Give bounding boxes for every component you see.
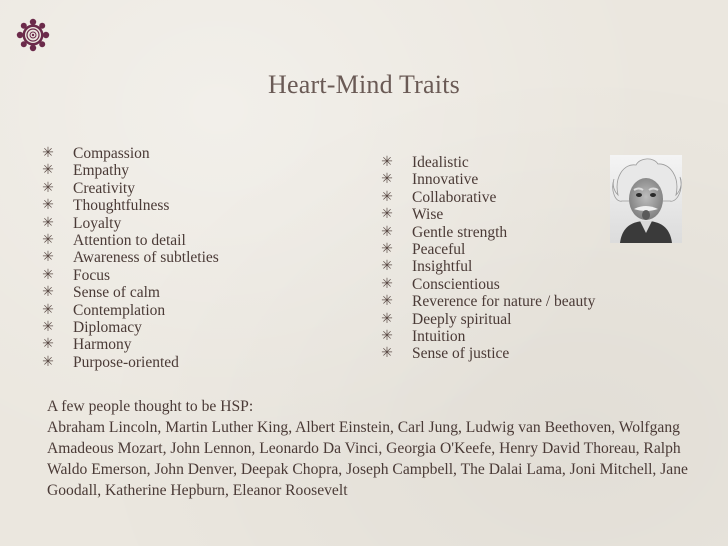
einstein-photo <box>610 155 682 243</box>
trait-label: Diplomacy <box>73 318 142 336</box>
trait-label: Insightful <box>412 258 473 276</box>
list-item <box>41 267 219 284</box>
list-item <box>41 197 219 214</box>
asterisk-bullet-icon: ✳ <box>381 155 393 170</box>
list-item <box>380 276 595 293</box>
trait-label: Conscientious <box>412 275 500 293</box>
list-item <box>41 215 219 232</box>
list-item <box>380 293 595 310</box>
trait-label: Intuition <box>412 327 466 345</box>
list-item <box>380 328 595 345</box>
trait-label: Awareness of subtleties <box>73 249 219 267</box>
trait-label: Harmony <box>73 336 132 354</box>
trait-label: Focus <box>73 266 111 284</box>
list-item <box>41 162 219 179</box>
trait-label: Wise <box>412 206 444 224</box>
list-item <box>380 224 595 241</box>
asterisk-bullet-icon: ✳ <box>381 172 393 188</box>
list-item <box>380 189 595 206</box>
list-item <box>380 345 595 362</box>
asterisk-bullet-icon: ✳ <box>381 346 393 362</box>
trait-label: Thoughtfulness <box>73 197 170 215</box>
trait-label: Peaceful <box>412 240 466 258</box>
asterisk-bullet-icon: ✳ <box>42 267 54 283</box>
list-item <box>41 319 219 336</box>
asterisk-bullet-icon: ✳ <box>42 215 54 231</box>
list-item <box>41 302 219 319</box>
asterisk-bullet-icon: ✳ <box>381 276 393 292</box>
trait-label: Idealistic <box>412 154 469 171</box>
asterisk-bullet-icon: ✳ <box>381 207 393 223</box>
asterisk-bullet-icon: ✳ <box>42 319 54 335</box>
right-trait-list <box>380 154 595 363</box>
asterisk-bullet-icon: ✳ <box>42 354 54 370</box>
list-item <box>380 311 595 328</box>
asterisk-bullet-icon: ✳ <box>381 328 393 344</box>
hsp-heading: A few people thought to be HSP: <box>47 398 254 415</box>
trait-label: Reverence for nature / beauty <box>412 293 596 311</box>
asterisk-bullet-icon: ✳ <box>381 189 393 205</box>
list-item <box>380 206 595 223</box>
asterisk-bullet-icon: ✳ <box>42 250 54 266</box>
trait-label: Innovative <box>412 171 479 189</box>
trait-label: Sense of justice <box>412 345 510 363</box>
list-item <box>41 354 219 371</box>
list-item <box>41 284 219 301</box>
asterisk-bullet-icon: ✳ <box>42 198 54 214</box>
asterisk-bullet-icon: ✳ <box>42 232 54 248</box>
trait-label: Purpose-oriented <box>73 353 179 371</box>
trait-label: Empathy <box>73 162 129 180</box>
asterisk-bullet-icon: ✳ <box>381 259 393 275</box>
asterisk-bullet-icon: ✳ <box>42 337 54 353</box>
slide-title: Heart-Mind Traits <box>268 70 460 99</box>
trait-label: Collaborative <box>412 188 497 206</box>
asterisk-bullet-icon: ✳ <box>42 163 54 179</box>
trait-label: Compassion <box>73 145 150 162</box>
list-item <box>380 241 595 258</box>
list-item <box>380 154 595 171</box>
mandala-logo-icon <box>16 18 50 52</box>
hsp-names: Abraham Lincoln, Martin Luther King, Albert Einstein, Carl Jung, Ludwig van Beethoven, Wolfgang Amadeous Mozart, John Lennon, Leonardo Da Vinci, Georgia O'Keefe, Henry David Thoreau, Ralph Waldo Emerson, John Denver, Deepak Chopra, Joseph Campbell, The Dalai Lama, Joni Mitchell, Jane Goodall, Katherine Hepburn, Eleanor Roosevelt <box>47 419 688 499</box>
list-item <box>41 249 219 266</box>
left-trait-list <box>41 145 219 371</box>
asterisk-bullet-icon: ✳ <box>42 146 54 161</box>
trait-label: Creativity <box>73 179 135 197</box>
trait-label: Loyalty <box>73 214 122 232</box>
asterisk-bullet-icon: ✳ <box>381 224 393 240</box>
list-item <box>41 336 219 353</box>
trait-label: Sense of calm <box>73 284 160 302</box>
list-item <box>380 171 595 188</box>
trait-label: Deeply spiritual <box>412 310 512 328</box>
trait-label: Attention to detail <box>73 231 186 249</box>
list-item <box>41 180 219 197</box>
hsp-paragraph <box>47 396 717 501</box>
asterisk-bullet-icon: ✳ <box>42 285 54 301</box>
asterisk-bullet-icon: ✳ <box>381 294 393 310</box>
trait-label: Gentle strength <box>412 223 508 241</box>
asterisk-bullet-icon: ✳ <box>381 241 393 257</box>
trait-label: Contemplation <box>73 301 166 319</box>
list-item <box>380 258 595 275</box>
asterisk-bullet-icon: ✳ <box>381 311 393 327</box>
asterisk-bullet-icon: ✳ <box>42 302 54 318</box>
list-item <box>41 232 219 249</box>
asterisk-bullet-icon: ✳ <box>42 180 54 196</box>
list-item <box>41 145 219 162</box>
